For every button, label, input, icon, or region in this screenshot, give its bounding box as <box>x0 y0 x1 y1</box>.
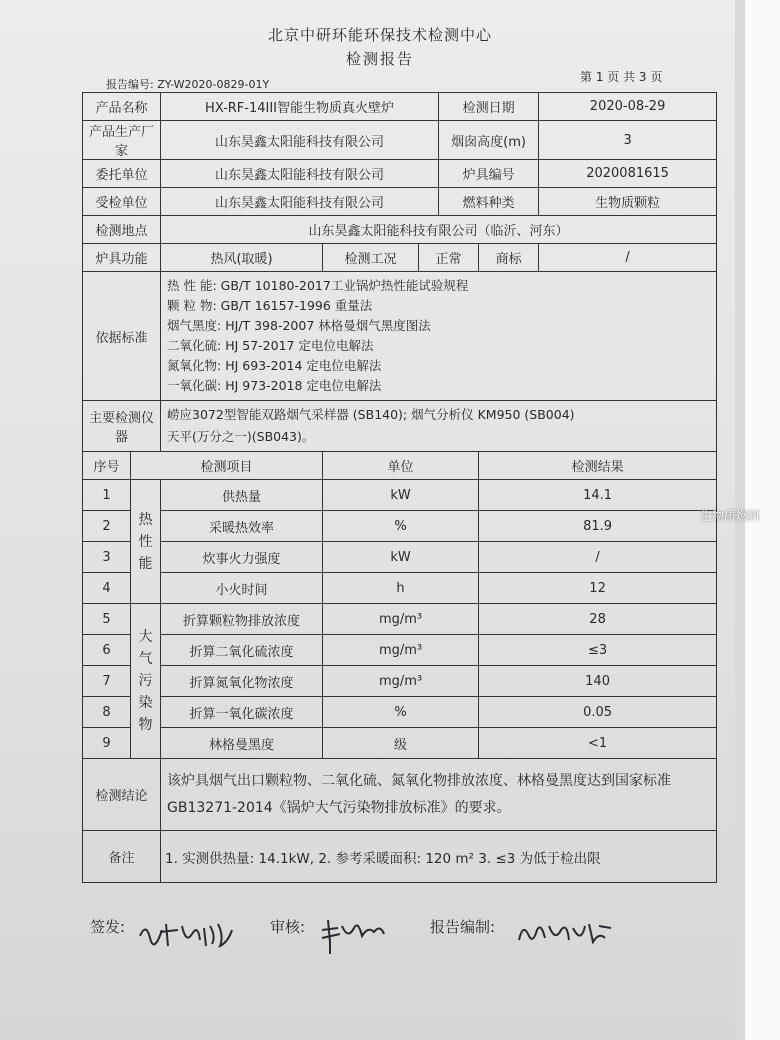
col-item-header: 检测项目 <box>131 452 323 480</box>
group-air: 大 气 污 染 物 <box>131 604 161 759</box>
report-title: 检测报告 <box>345 50 414 68</box>
row-result: 140 <box>479 666 717 697</box>
standard-line: 热 性 能: GB/T 10180-2017工业锅炉热性能试验规程 <box>167 278 469 293</box>
results-header <box>83 452 717 480</box>
chimney-label: 烟囱高度(m) <box>439 121 539 160</box>
fuel-label: 燃料种类 <box>439 188 539 216</box>
remarks-text: 1. 实测供热量: 14.1kW, 2. 参考采暖面积: 120 m² 3. ≤3 为低于检出限 <box>161 831 717 883</box>
compile-label: 报告编制: <box>430 918 496 936</box>
chimney-value: 3 <box>539 121 717 160</box>
row-unit: mg/m³ <box>323 604 479 635</box>
standard-line: 氮氧化物: HJ 693-2014 定电位电解法 <box>167 358 382 373</box>
col-no-header: 序号 <box>83 452 131 480</box>
side-label: 生物质燃料 <box>700 509 761 523</box>
row-unit: % <box>323 511 479 542</box>
stove-no-label: 炉具编号 <box>439 160 539 188</box>
standard-line: 颗 粒 物: GB/T 16157-1996 重量法 <box>167 298 373 313</box>
standard-line: 一氧化碳: HJ 973-2018 定电位电解法 <box>167 378 382 393</box>
row-no: 9 <box>83 728 131 759</box>
row-no: 1 <box>83 480 131 511</box>
test-date-label: 检测日期 <box>439 93 539 121</box>
instrument-line: 崂应3072型智能双路烟气采样器 (SB140); 烟气分析仪 KM950 (SB004) <box>167 407 575 422</box>
function-label: 炉具功能 <box>83 244 161 272</box>
condition-value: 正常 <box>419 244 479 272</box>
row-unit: h <box>323 573 479 604</box>
row-instruments <box>83 401 717 452</box>
col-unit-header: 单位 <box>323 452 479 480</box>
row-function <box>83 244 717 272</box>
row-item: 折算二氧化硫浓度 <box>161 635 323 666</box>
stove-no-value: 2020081615 <box>539 160 717 188</box>
table-row <box>83 573 717 604</box>
table-row <box>83 666 717 697</box>
table-row <box>83 480 717 511</box>
row-standards <box>83 272 717 401</box>
location-label: 检测地点 <box>83 216 161 244</box>
standards-label: 依据标准 <box>83 272 161 401</box>
brand-label: 商标 <box>479 244 539 272</box>
row-result: 81.9 <box>479 511 717 542</box>
row-client <box>83 160 717 188</box>
review-label: 审核: <box>270 918 306 936</box>
location-value: 山东昊鑫太阳能科技有限公司（临沂、河东） <box>161 216 717 244</box>
row-unit: 级 <box>323 728 479 759</box>
row-result: <1 <box>479 728 717 759</box>
row-no: 3 <box>83 542 131 573</box>
brand-value: / <box>539 244 717 272</box>
row-result: 28 <box>479 604 717 635</box>
row-conclusion <box>83 759 717 831</box>
standards-list <box>161 272 717 401</box>
row-item: 炊事火力强度 <box>161 542 323 573</box>
signature-block <box>90 916 730 956</box>
instruments-label: 主要检测仪器 <box>83 401 161 452</box>
product-name-label: 产品名称 <box>83 93 161 121</box>
row-result: / <box>479 542 717 573</box>
row-remarks <box>83 831 717 883</box>
row-item: 采暖热效率 <box>161 511 323 542</box>
row-inspected <box>83 188 717 216</box>
reviewer-signature <box>318 916 388 956</box>
row-result: ≤3 <box>479 635 717 666</box>
conclusion-label: 检测结论 <box>83 759 161 831</box>
table-row <box>83 697 717 728</box>
standard-line: 二氧化硫: HJ 57-2017 定电位电解法 <box>167 338 374 353</box>
conclusion-text: 该炉具烟气出口颗粒物、二氧化硫、氮氧化物排放浓度、林格曼黑度达到国家标准GB13271-2014《锅炉大气污染物排放标准》的要求。 <box>161 759 717 831</box>
compiler-signature <box>515 916 615 950</box>
issue-label: 签发: <box>90 918 126 936</box>
condition-label: 检测工况 <box>323 244 419 272</box>
row-no: 6 <box>83 635 131 666</box>
row-product <box>83 93 717 121</box>
table-row <box>83 542 717 573</box>
row-result: 14.1 <box>479 480 717 511</box>
row-result: 0.05 <box>479 697 717 728</box>
row-unit: mg/m³ <box>323 666 479 697</box>
row-item: 折算氮氧化物浓度 <box>161 666 323 697</box>
row-item: 小火时间 <box>161 573 323 604</box>
standard-line: 烟气黑度: HJ/T 398-2007 林格曼烟气黑度图法 <box>167 318 431 333</box>
row-location <box>83 216 717 244</box>
table-row <box>83 728 717 759</box>
table-row <box>83 604 717 635</box>
row-manufacturer <box>83 121 717 160</box>
row-item: 林格曼黑度 <box>161 728 323 759</box>
row-no: 4 <box>83 573 131 604</box>
row-item: 供热量 <box>161 480 323 511</box>
row-unit: kW <box>323 480 479 511</box>
test-date-value: 2020-08-29 <box>539 93 717 121</box>
row-no: 2 <box>83 511 131 542</box>
product-name-value: HX-RF-14III智能生物质真火壁炉 <box>161 93 439 121</box>
row-no: 8 <box>83 697 131 728</box>
inspected-value: 山东昊鑫太阳能科技有限公司 <box>161 188 439 216</box>
instruments-list <box>161 401 717 452</box>
instrument-line: 天平(万分之一)(SB043)。 <box>167 429 315 444</box>
manufacturer-label: 产品生产厂家 <box>83 121 161 160</box>
page-number: 第 1 页 共 3 页 <box>580 70 663 84</box>
org-name: 北京中研环能环保技术检测中心 <box>267 26 492 44</box>
row-no: 7 <box>83 666 131 697</box>
row-unit: % <box>323 697 479 728</box>
row-item: 折算一氧化碳浓度 <box>161 697 323 728</box>
issuer-signature <box>136 916 236 950</box>
row-no: 5 <box>83 604 131 635</box>
client-value: 山东昊鑫太阳能科技有限公司 <box>161 160 439 188</box>
row-unit: mg/m³ <box>323 635 479 666</box>
table-row <box>83 635 717 666</box>
report-table <box>82 92 717 883</box>
report-number: 报告编号: ZY-W2020-0829-01Y <box>106 78 270 91</box>
table-row <box>83 511 717 542</box>
manufacturer-value: 山东昊鑫太阳能科技有限公司 <box>161 121 439 160</box>
function-value: 热风(取暖) <box>161 244 323 272</box>
row-unit: kW <box>323 542 479 573</box>
col-result-header: 检测结果 <box>479 452 717 480</box>
client-label: 委托单位 <box>83 160 161 188</box>
remarks-label: 备注 <box>83 831 161 883</box>
fuel-value: 生物质颗粒 <box>539 188 717 216</box>
row-item: 折算颗粒物排放浓度 <box>161 604 323 635</box>
group-thermal: 热 性 能 <box>131 480 161 604</box>
row-result: 12 <box>479 573 717 604</box>
inspected-label: 受检单位 <box>83 188 161 216</box>
